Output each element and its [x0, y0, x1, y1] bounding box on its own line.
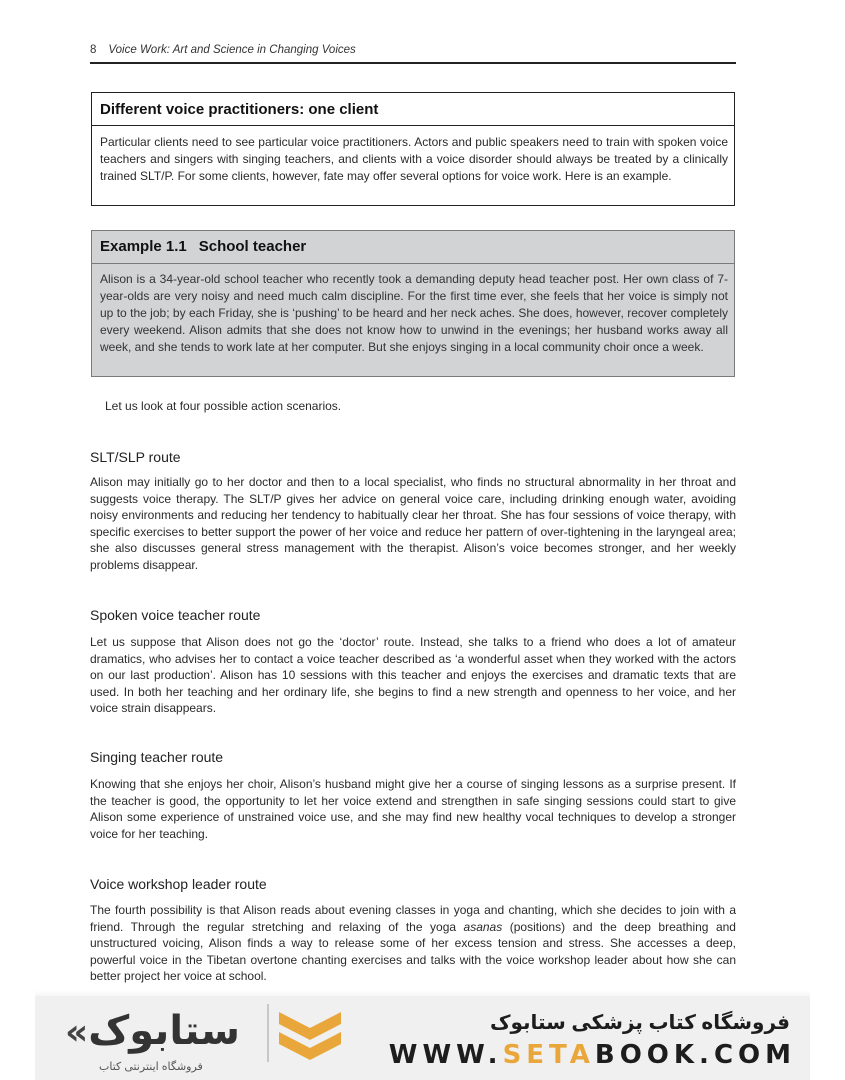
logo-subtitle: فروشگاه اینترنتی کتاب — [99, 1061, 203, 1073]
store-name: فروشگاه کتاب پزشکی ستابوک — [489, 1012, 790, 1034]
logo-mark: «ستابوک — [65, 1008, 241, 1054]
section-body-singing-teacher-route: Knowing that she enjoys her choir, Alison’s husband might give her a course of singing lessons as a surprise present. If the teacher is good, the opportunity to let her voice extend and strengthen in safe singing sessions could start to give Alison some experience of unstrained voice use, and she may find new healthy vocal techniques to develop a stronger voice for her teaching. — [90, 777, 736, 841]
example-box-title — [100, 238, 306, 255]
section-heading-voice-workshop-route: Voice workshop leader route — [90, 876, 267, 892]
practitioners-box-title: Different voice practitioners: one client — [100, 101, 379, 118]
section-body-spoken-voice-route: Let us suppose that Alison does not go the ‘doctor’ route. Instead, she talks to a friend who does a lot of amateur dramatics, who advises her to contact a voice teacher described as ‘a wonderful asset when they worked with the actors on our last production’. Alison has 10 sessions with this teacher and enjoys the exercises and dramatic texts that are used. In both her teaching and her ordinary life, she begins to find a new strength and openness to her voice, and her voice strain disappears. — [90, 635, 736, 715]
page-number: 8 — [90, 44, 97, 56]
example-box — [91, 230, 735, 377]
asanas-italic: asanas — [463, 919, 503, 934]
header-rule — [90, 62, 736, 64]
section-heading-singing-teacher-route: Singing teacher route — [90, 749, 224, 765]
intro-paragraph: Let us look at four possible action scenarios. — [105, 399, 342, 413]
section-body-voice-workshop-route: The fourth possibility is that Alison reads about evening classes in yoga and chanting, which she decides to join with a friend. Through the regular stretching and relaxing of the yoga asanas (positions) and the deep breathing and unstructured voicing, Alison finds a way to release some of her excess tension and stress. She accesses a deep, powerful voice in the Tibetan overtone chanting exercises and talks with the voice workshop leader about how she can better project her voice at school. — [90, 903, 736, 983]
example-title: School teacher — [198, 238, 307, 255]
running-header — [90, 44, 736, 56]
chevron-emblem-icon — [275, 1002, 345, 1072]
example-box-rule — [92, 263, 734, 264]
practitioners-box-body: Particular clients need to see particular voice practitioners. Actors and public speakers need to train with spoken voice teachers and singers with singing teachers, and clients with a voice disorder should always be treated by a clinically trained SLT/P. For some clients, however, fate may offer several options for voice work. Here is an example. — [100, 135, 728, 183]
section-body-slt-route: Alison may initially go to her doctor and then to a local specialist, who finds no structural abnormality in her throat and suggests voice therapy. The SLT/P gives her advice on general voice care, including drinking enough water, avoiding noisy environments and reducing her tendency to habitually clear her throat. She has four sessions of voice therapy, with specific exercises to better support the power of her voice and reduce her pattern of over-tightening in the laryngeal area; she also discusses general stress management with the therapist. Alison’s voice becomes stronger, and her weekly problems disappear. — [90, 475, 736, 572]
footer-banner — [35, 996, 810, 1080]
example-box-body: Alison is a 34-year-old school teacher who recently took a demanding deputy head teacher post. Her own class of 7-year-olds are very noisy and need much calm discipline. For the first time ever, she feels that her voice is simply not up to the job; by each Friday, she is ‘pushing’ to be heard and her neck aches. She does, however, recover completely every weekend. Alison admits that she does not know how to unwind in the evenings; her husband works away all week, and she tends to work late at her computer. But she enjoys singing in a local community choir once a week. — [100, 272, 728, 354]
section-heading-slt-route: SLT/SLP route — [90, 449, 181, 465]
logo-divider — [267, 1004, 269, 1062]
store-url[interactable]: WWW.SETABOOK.COM — [388, 1040, 796, 1070]
running-title: Voice Work: Art and Science in Changing Voices — [108, 44, 356, 56]
practitioners-box-rule — [92, 125, 734, 126]
example-number: Example 1.1 — [100, 238, 187, 255]
practitioners-box — [91, 92, 735, 206]
section-heading-spoken-voice-route: Spoken voice teacher route — [90, 607, 261, 623]
